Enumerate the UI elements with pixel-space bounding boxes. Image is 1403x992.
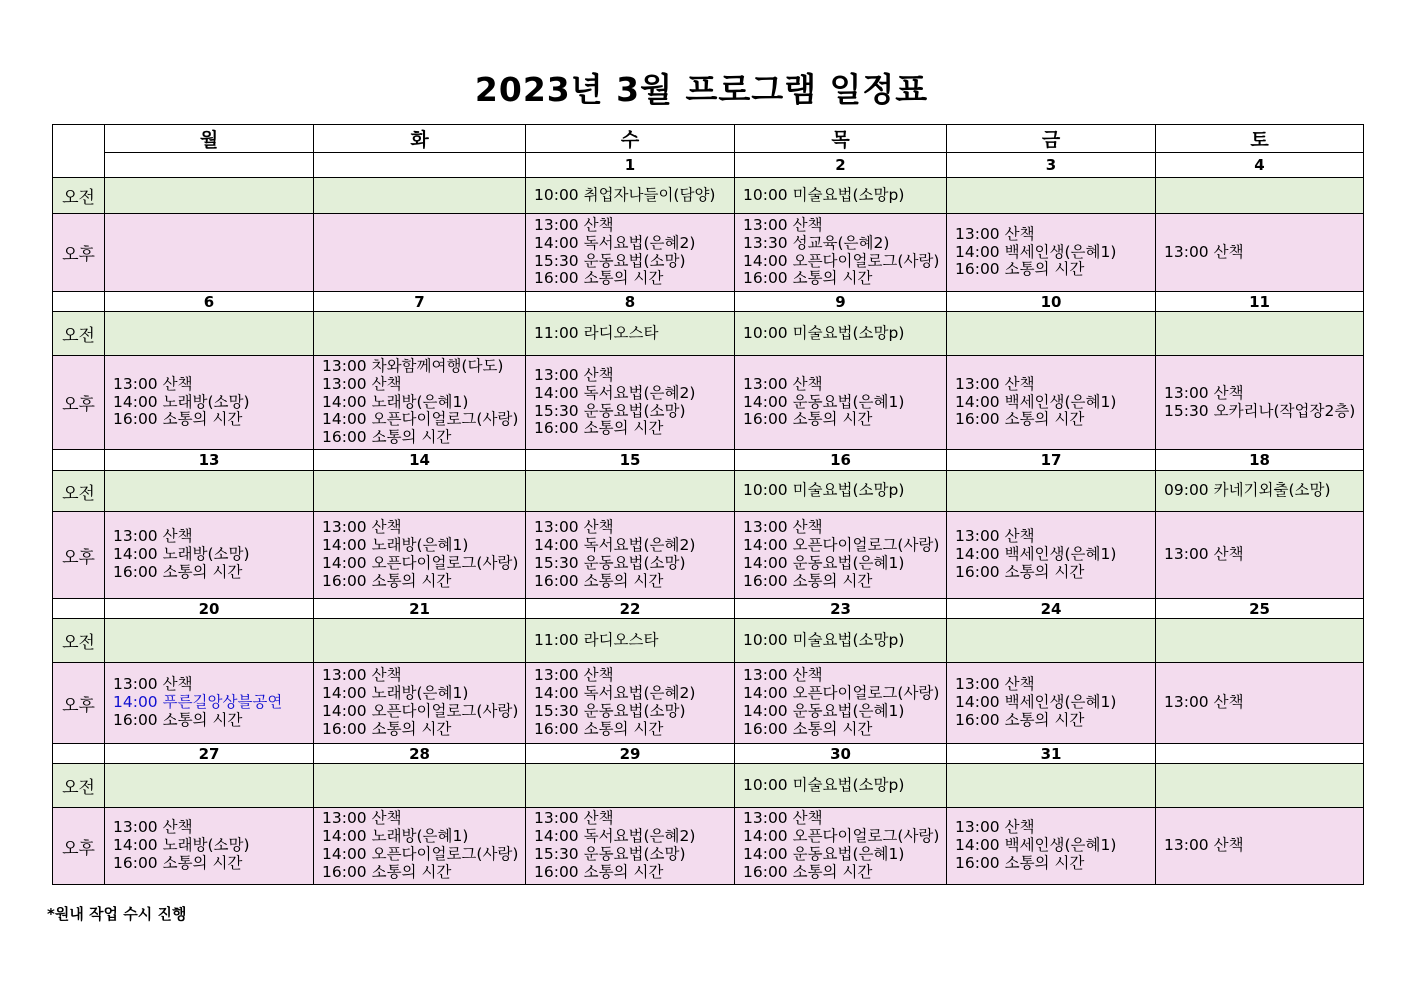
schedule-cell <box>947 512 1156 599</box>
date-cell: 6 <box>105 292 314 312</box>
schedule-cell <box>947 808 1156 885</box>
schedule-cell <box>526 663 735 744</box>
schedule-entry: 13:30 성교육(은혜2) <box>743 233 890 252</box>
schedule-entry: 13:00 산책 <box>955 527 1035 546</box>
schedule-entry: 13:00 산책 <box>534 666 614 685</box>
pm-row <box>53 214 1364 292</box>
schedule-entry: 16:00 소통의 시간 <box>955 562 1085 581</box>
schedule-entry: 14:00 노래방(은혜1) <box>322 536 469 555</box>
schedule-entry: 15:30 운동요법(소망) <box>534 401 686 420</box>
schedule-entry: 13:00 산책 <box>743 666 823 685</box>
schedule-entry: 13:00 산책 <box>955 818 1035 837</box>
date-cell: 11 <box>1156 292 1364 312</box>
schedule-cell <box>105 808 314 885</box>
corner-cell <box>53 125 105 178</box>
schedule-entry: 13:00 산책 <box>743 374 823 393</box>
pm-row <box>53 663 1364 744</box>
schedule-entry: 13:00 산책 <box>1164 383 1244 402</box>
schedule-cell <box>735 764 947 808</box>
date-row <box>53 153 1364 178</box>
schedule-cell <box>947 764 1156 808</box>
date-cell: 18 <box>1156 450 1364 471</box>
pm-row <box>53 512 1364 599</box>
day-header: 금 <box>947 125 1156 153</box>
schedule-cell <box>1156 214 1364 292</box>
schedule-entry: 14:00 백세인생(은혜1) <box>955 242 1117 261</box>
pm-label: 오후 <box>53 214 105 292</box>
schedule-entry: 16:00 소통의 시간 <box>534 269 664 288</box>
schedule-entry: 14:00 독서요법(은혜2) <box>534 536 696 555</box>
date-cell: 3 <box>947 153 1156 178</box>
schedule-entry: 16:00 소통의 시간 <box>955 853 1085 872</box>
schedule-cell <box>735 356 947 450</box>
date-row <box>53 744 1364 764</box>
schedule-entry: 14:00 노래방(소망) <box>113 545 250 564</box>
schedule-cell <box>526 764 735 808</box>
date-cell: 15 <box>526 450 735 471</box>
day-header: 토 <box>1156 125 1364 153</box>
schedule-cell <box>947 663 1156 744</box>
schedule-entry: 13:00 산책 <box>322 374 402 393</box>
schedule-entry: 14:00 노래방(은혜1) <box>322 392 469 411</box>
day-header-row <box>53 125 1364 153</box>
schedule-cell <box>105 356 314 450</box>
date-cell <box>314 153 526 178</box>
page-title: 2023년 3월 프로그램 일정표 <box>474 70 929 109</box>
schedule-cell <box>526 471 735 512</box>
schedule-entry: 13:00 산책 <box>113 675 193 694</box>
schedule-entry: 16:00 소통의 시간 <box>113 562 243 581</box>
date-row <box>53 599 1364 619</box>
schedule-entry: 14:00 오픈다이얼로그(사랑) <box>743 251 940 270</box>
schedule-cell <box>947 178 1156 214</box>
date-cell: 10 <box>947 292 1156 312</box>
schedule-entry: 13:00 산책 <box>113 374 193 393</box>
schedule-cell <box>526 619 735 663</box>
schedule-entry: 13:00 산책 <box>743 518 823 537</box>
schedule-cell <box>526 312 735 356</box>
schedule-entry: 16:00 소통의 시간 <box>955 410 1085 429</box>
footnote: *원내 작업 수시 진행 <box>47 905 187 923</box>
schedule-entry: 13:00 산책 <box>1164 836 1244 855</box>
schedule-cell <box>735 178 947 214</box>
am-row <box>53 764 1364 808</box>
schedule-entry: 13:00 산책 <box>322 666 402 685</box>
schedule-entry: 16:00 소통의 시간 <box>743 719 873 738</box>
date-cell <box>105 153 314 178</box>
schedule-entry: 16:00 소통의 시간 <box>322 571 452 590</box>
am-label: 오전 <box>53 471 105 512</box>
schedule-cell <box>105 178 314 214</box>
schedule-entry: 14:00 오픈다이얼로그(사랑) <box>322 410 519 429</box>
schedule-cell <box>314 214 526 292</box>
am-row <box>53 619 1364 663</box>
schedule-entry: 14:00 운동요법(은혜1) <box>743 554 905 572</box>
schedule-entry: 14:00 오픈다이얼로그(사랑) <box>322 702 519 720</box>
schedule-cell <box>1156 663 1364 744</box>
date-cell: 14 <box>314 450 526 471</box>
date-cell: 9 <box>735 292 947 312</box>
date-cell: 4 <box>1156 153 1364 178</box>
schedule-entry: 13:00 산책 <box>743 809 823 828</box>
schedule-entry: 13:00 산책 <box>534 809 614 828</box>
date-row <box>53 450 1364 471</box>
schedule-cell <box>947 619 1156 663</box>
schedule-entry: 09:00 카네기외출(소망) <box>1164 481 1331 500</box>
schedule-entry: 15:30 운동요법(소망) <box>534 845 686 863</box>
schedule-cell <box>1156 808 1364 885</box>
date-cell: 23 <box>735 599 947 619</box>
pm-row <box>53 808 1364 885</box>
am-row <box>53 178 1364 214</box>
schedule-entry: 14:00 독서요법(은혜2) <box>534 827 696 846</box>
schedule-cell <box>105 214 314 292</box>
schedule-cell <box>735 512 947 599</box>
date-cell: 20 <box>105 599 314 619</box>
schedule-entry: 14:00 독서요법(은혜2) <box>534 383 696 402</box>
date-cell: 25 <box>1156 599 1364 619</box>
schedule-entry: 15:30 오카리나(작업장2층) <box>1164 401 1356 420</box>
schedule-entry: 13:00 산책 <box>955 224 1035 243</box>
schedule-cell <box>314 471 526 512</box>
schedule-cell <box>105 512 314 599</box>
schedule-entry: 14:00 노래방(은혜1) <box>322 684 469 703</box>
schedule-entry: 16:00 소통의 시간 <box>955 260 1085 279</box>
schedule-entry: 16:00 소통의 시간 <box>955 710 1085 729</box>
schedule-entry: 15:30 운동요법(소망) <box>534 702 686 720</box>
schedule-table <box>52 124 1364 885</box>
schedule-entry: 13:00 산책 <box>322 809 402 828</box>
schedule-entry: 16:00 소통의 시간 <box>743 571 873 590</box>
schedule-entry: 16:00 소통의 시간 <box>743 862 873 881</box>
schedule-entry: 10:00 미술요법(소망p) <box>743 185 905 204</box>
date-cell: 29 <box>526 744 735 764</box>
date-cell: 22 <box>526 599 735 619</box>
schedule-entry: 10:00 미술요법(소망p) <box>743 323 905 342</box>
schedule-entry: 14:00 오픈다이얼로그(사랑) <box>322 554 519 572</box>
schedule-entry: 16:00 소통의 시간 <box>322 719 452 738</box>
date-cell: 7 <box>314 292 526 312</box>
pm-label: 오후 <box>53 512 105 599</box>
am-label: 오전 <box>53 619 105 663</box>
schedule-cell <box>314 356 526 450</box>
schedule-entry: 14:00 오픈다이얼로그(사랑) <box>743 684 940 703</box>
schedule-entry: 10:00 미술요법(소망p) <box>743 630 905 649</box>
schedule-entry: 16:00 소통의 시간 <box>534 719 664 738</box>
date-row-label-cell <box>53 292 105 312</box>
schedule-entry: 14:00 백세인생(은혜1) <box>955 545 1117 564</box>
pm-label: 오후 <box>53 663 105 744</box>
schedule-cell <box>105 471 314 512</box>
day-header: 월 <box>105 125 314 153</box>
am-row <box>53 312 1364 356</box>
schedule-entry: 14:00 노래방(은혜1) <box>322 827 469 846</box>
schedule-cell <box>314 619 526 663</box>
schedule-entry: 16:00 소통의 시간 <box>322 862 452 881</box>
schedule-entry: 11:00 라디오스타 <box>534 323 659 342</box>
schedule-cell <box>314 312 526 356</box>
schedule-cell <box>526 808 735 885</box>
date-cell: 17 <box>947 450 1156 471</box>
schedule-entry: 11:00 라디오스타 <box>534 630 659 649</box>
schedule-entry: 14:00 오픈다이얼로그(사랑) <box>743 827 940 846</box>
schedule-entry: 14:00 독서요법(은혜2) <box>534 684 696 703</box>
schedule-entry: 13:00 산책 <box>743 215 823 234</box>
schedule-entry: 13:00 산책 <box>322 518 402 537</box>
schedule-entry: 14:00 운동요법(은혜1) <box>743 702 905 720</box>
schedule-entry: 15:30 운동요법(소망) <box>534 251 686 270</box>
date-cell <box>1156 744 1364 764</box>
date-cell: 30 <box>735 744 947 764</box>
schedule-entry: 13:00 차와함께여행(다도) <box>322 357 504 375</box>
schedule-entry: 16:00 소통의 시간 <box>534 419 664 438</box>
schedule-entry: 16:00 소통의 시간 <box>113 710 243 729</box>
schedule-entry: 13:00 산책 <box>1164 693 1244 712</box>
am-label: 오전 <box>53 312 105 356</box>
schedule-entry: 14:00 노래방(소망) <box>113 392 250 411</box>
schedule-cell <box>735 312 947 356</box>
schedule-cell <box>735 214 947 292</box>
am-label: 오전 <box>53 178 105 214</box>
schedule-cell <box>314 764 526 808</box>
date-cell: 31 <box>947 744 1156 764</box>
schedule-cell <box>1156 619 1364 663</box>
schedule-entry <box>113 694 313 712</box>
am-row <box>53 471 1364 512</box>
schedule-entry: 14:00 백세인생(은혜1) <box>955 693 1117 712</box>
date-cell: 2 <box>735 153 947 178</box>
schedule-entry: 13:00 산책 <box>955 374 1035 393</box>
date-row <box>53 292 1364 312</box>
schedule-entry: 13:00 산책 <box>534 215 614 234</box>
am-label: 오전 <box>53 764 105 808</box>
date-row-label-cell <box>53 744 105 764</box>
date-cell: 28 <box>314 744 526 764</box>
schedule-entry: 14:00 백세인생(은혜1) <box>955 836 1117 855</box>
schedule-entry: 16:00 소통의 시간 <box>534 571 664 590</box>
schedule-cell <box>105 764 314 808</box>
schedule-cell <box>1156 312 1364 356</box>
schedule-cell <box>947 471 1156 512</box>
schedule-entry: 14:00 오픈다이얼로그(사랑) <box>322 845 519 863</box>
schedule-entry: 14:00 운동요법(은혜1) <box>743 392 905 411</box>
schedule-cell <box>314 663 526 744</box>
schedule-cell <box>1156 764 1364 808</box>
schedule-entry: 14:00 운동요법(은혜1) <box>743 845 905 863</box>
date-cell: 24 <box>947 599 1156 619</box>
date-cell: 27 <box>105 744 314 764</box>
schedule-cell <box>314 512 526 599</box>
schedule-entry: 16:00 소통의 시간 <box>113 410 243 429</box>
schedule-cell <box>947 214 1156 292</box>
date-cell: 8 <box>526 292 735 312</box>
schedule-cell <box>314 178 526 214</box>
day-header: 화 <box>314 125 526 153</box>
schedule-entry: 13:00 산책 <box>113 818 193 837</box>
schedule-cell <box>735 808 947 885</box>
schedule-entry: 13:00 산책 <box>1164 545 1244 564</box>
schedule-entry: 15:30 운동요법(소망) <box>534 554 686 572</box>
schedule-entry: 10:00 미술요법(소망p) <box>743 775 905 794</box>
schedule-entry: 14:00 독서요법(은혜2) <box>534 233 696 252</box>
date-cell: 16 <box>735 450 947 471</box>
schedule-entry: 13:00 산책 <box>534 365 614 384</box>
schedule-entry: 14:00 오픈다이얼로그(사랑) <box>743 536 940 555</box>
pm-row <box>53 356 1364 450</box>
schedule-cell <box>526 356 735 450</box>
schedule-entry: 13:00 산책 <box>534 518 614 537</box>
schedule-entry: 10:00 미술요법(소망p) <box>743 481 905 500</box>
schedule-cell <box>947 356 1156 450</box>
date-cell: 1 <box>526 153 735 178</box>
day-header: 수 <box>526 125 735 153</box>
schedule-cell <box>1156 356 1364 450</box>
schedule-cell <box>1156 512 1364 599</box>
schedule-cell <box>735 619 947 663</box>
schedule-cell <box>105 663 314 744</box>
date-cell: 21 <box>314 599 526 619</box>
schedule-cell <box>105 312 314 356</box>
schedule-entry: 13:00 산책 <box>113 527 193 546</box>
schedule-cell <box>526 178 735 214</box>
schedule-cell <box>526 512 735 599</box>
schedule-cell <box>947 312 1156 356</box>
schedule-cell <box>1156 178 1364 214</box>
schedule-entry: 14:00 노래방(소망) <box>113 836 250 855</box>
schedule-entry: 16:00 소통의 시간 <box>743 410 873 429</box>
date-cell: 13 <box>105 450 314 471</box>
schedule-entry: 13:00 산책 <box>955 675 1035 694</box>
schedule-entry: 16:00 소통의 시간 <box>322 428 452 447</box>
day-header: 목 <box>735 125 947 153</box>
schedule-entry: 14:00 백세인생(은혜1) <box>955 392 1117 411</box>
pm-label: 오후 <box>53 356 105 450</box>
schedule-cell <box>105 619 314 663</box>
schedule-entry: 16:00 소통의 시간 <box>113 853 243 872</box>
date-row-label-cell <box>53 450 105 471</box>
schedule-entry: 10:00 취업자나들이(담양) <box>534 185 716 204</box>
date-row-label-cell <box>53 599 105 619</box>
highlighted-entry: 14:00 푸른길앙상블공연 <box>113 693 283 712</box>
schedule-entry: 13:00 산책 <box>1164 242 1244 261</box>
schedule-cell <box>526 214 735 292</box>
schedule-cell <box>314 808 526 885</box>
schedule-cell <box>735 471 947 512</box>
schedule-entry: 16:00 소통의 시간 <box>743 269 873 288</box>
schedule-cell <box>1156 471 1364 512</box>
schedule-entry: 16:00 소통의 시간 <box>534 862 664 881</box>
pm-label: 오후 <box>53 808 105 885</box>
schedule-cell <box>735 663 947 744</box>
